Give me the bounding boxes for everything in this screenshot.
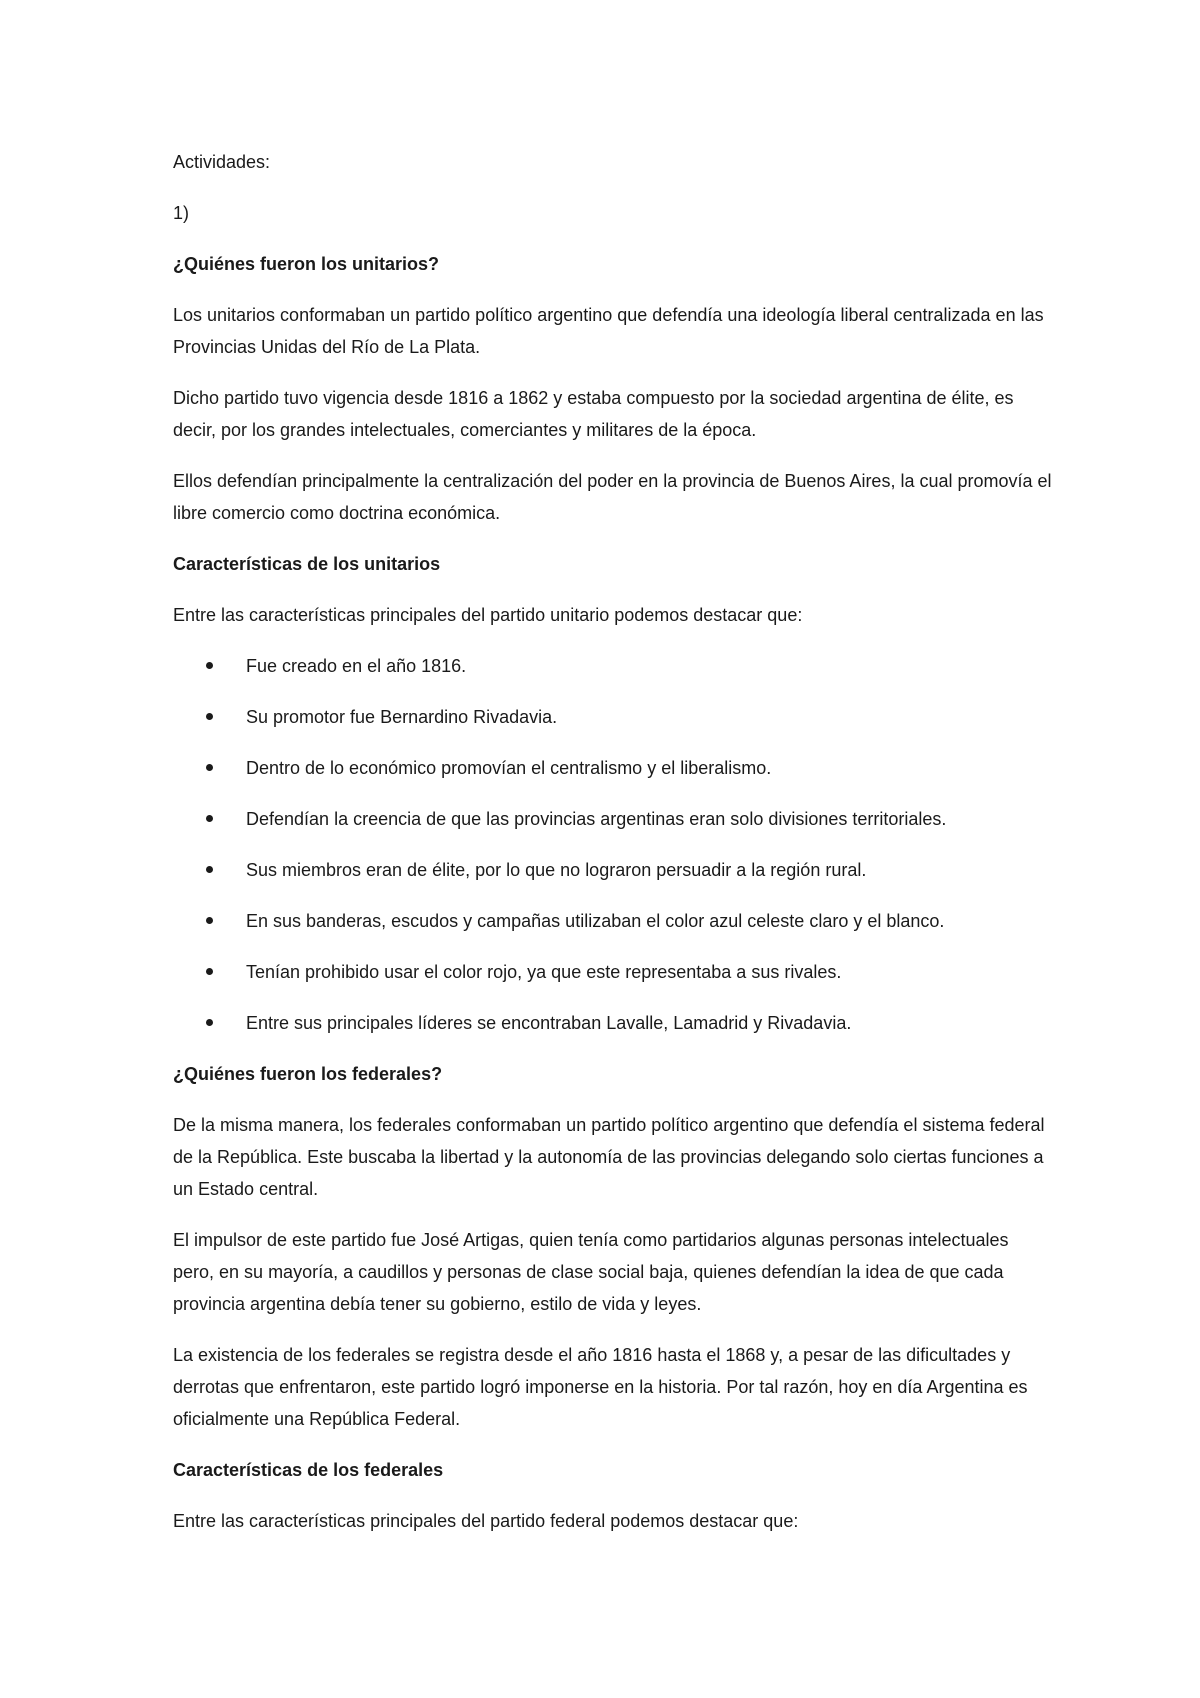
list-item <box>173 905 1053 937</box>
bullet-icon <box>206 968 213 975</box>
bullet-icon <box>206 1019 213 1026</box>
list-item <box>173 803 1053 835</box>
unitarios-title: ¿Quiénes fueron los unitarios? <box>173 254 440 274</box>
list-item-text: Defendían la creencia de que las provincias argentinas eran solo divisiones territoriales. <box>246 809 947 829</box>
list-item-text: Su promotor fue Bernardino Rivadavia. <box>246 707 558 727</box>
list-item <box>173 854 1053 886</box>
bullet-icon <box>206 764 213 771</box>
federales-characteristics-intro: Entre las características principales del partido federal podemos destacar que: <box>173 1511 799 1531</box>
bullet-icon <box>206 866 213 873</box>
list-item-text: Dentro de lo económico promovían el centralismo y el liberalismo. <box>246 758 772 778</box>
list-item-text: En sus banderas, escudos y campañas utilizaban el color azul celeste claro y el blanco. <box>246 911 945 931</box>
list-item-text: Tenían prohibido usar el color rojo, ya que este representaba a sus rivales. <box>246 962 842 982</box>
list-item <box>173 650 1053 682</box>
unitarios-characteristics-title: Características de los unitarios <box>173 554 441 574</box>
unitarios-paragraph-2: Dicho partido tuvo vigencia desde 1816 a 1862 y estaba compuesto por la sociedad argentina de élite, es decir, por los grandes intelectuales, comerciantes y militares de la época. <box>173 388 1014 440</box>
list-item <box>173 752 1053 784</box>
unitarios-bullet-list <box>173 650 1053 1039</box>
unitarios-characteristics-intro: Entre las características principales del partido unitario podemos destacar que: <box>173 605 803 625</box>
bullet-icon <box>206 917 213 924</box>
federales-paragraph-3: La existencia de los federales se registra desde el año 1816 hasta el 1868 y, a pesar de las dificultades y derrotas que enfrentaron, este partido logró imponerse en la historia. Por tal razón, hoy en día Argentina es oficialmente una República Federal. <box>173 1345 1028 1429</box>
bullet-icon <box>206 815 213 822</box>
list-item <box>173 1007 1053 1039</box>
list-item <box>173 701 1053 733</box>
unitarios-paragraph-1: Los unitarios conformaban un partido político argentino que defendía una ideología liberal centralizada en las Provincias Unidas del Río de La Plata. <box>173 305 1044 357</box>
bullet-icon <box>206 662 213 669</box>
list-item-text: Fue creado en el año 1816. <box>246 656 467 676</box>
federales-paragraph-2: El impulsor de este partido fue José Artigas, quien tenía como partidarios algunas personas intelectuales pero, en su mayoría, a caudillos y personas de clase social baja, quienes defendían la idea de que cada provincia argentina debía tener su gobierno, estilo de vida y leyes. <box>173 1230 1009 1314</box>
list-item <box>173 956 1053 988</box>
bullet-icon <box>206 713 213 720</box>
federales-title: ¿Quiénes fueron los federales? <box>173 1064 443 1084</box>
federales-paragraph-1: De la misma manera, los federales conformaban un partido político argentino que defendía el sistema federal de la República. Este buscaba la libertad y la autonomía de las provincias delegando solo ciertas funciones a un Estado central. <box>173 1115 1045 1199</box>
unitarios-paragraph-3: Ellos defendían principalmente la centralización del poder en la provincia de Buenos Aires, la cual promovía el libre comercio como doctrina económica. <box>173 471 1052 523</box>
activities-heading: Actividades: <box>173 152 271 172</box>
list-item-text: Entre sus principales líderes se encontraban Lavalle, Lamadrid y Rivadavia. <box>246 1013 852 1033</box>
document-page <box>173 146 1053 1556</box>
list-item-text: Sus miembros eran de élite, por lo que no lograron persuadir a la región rural. <box>246 860 867 880</box>
item-number: 1) <box>173 203 190 223</box>
federales-characteristics-title: Características de los federales <box>173 1460 444 1480</box>
